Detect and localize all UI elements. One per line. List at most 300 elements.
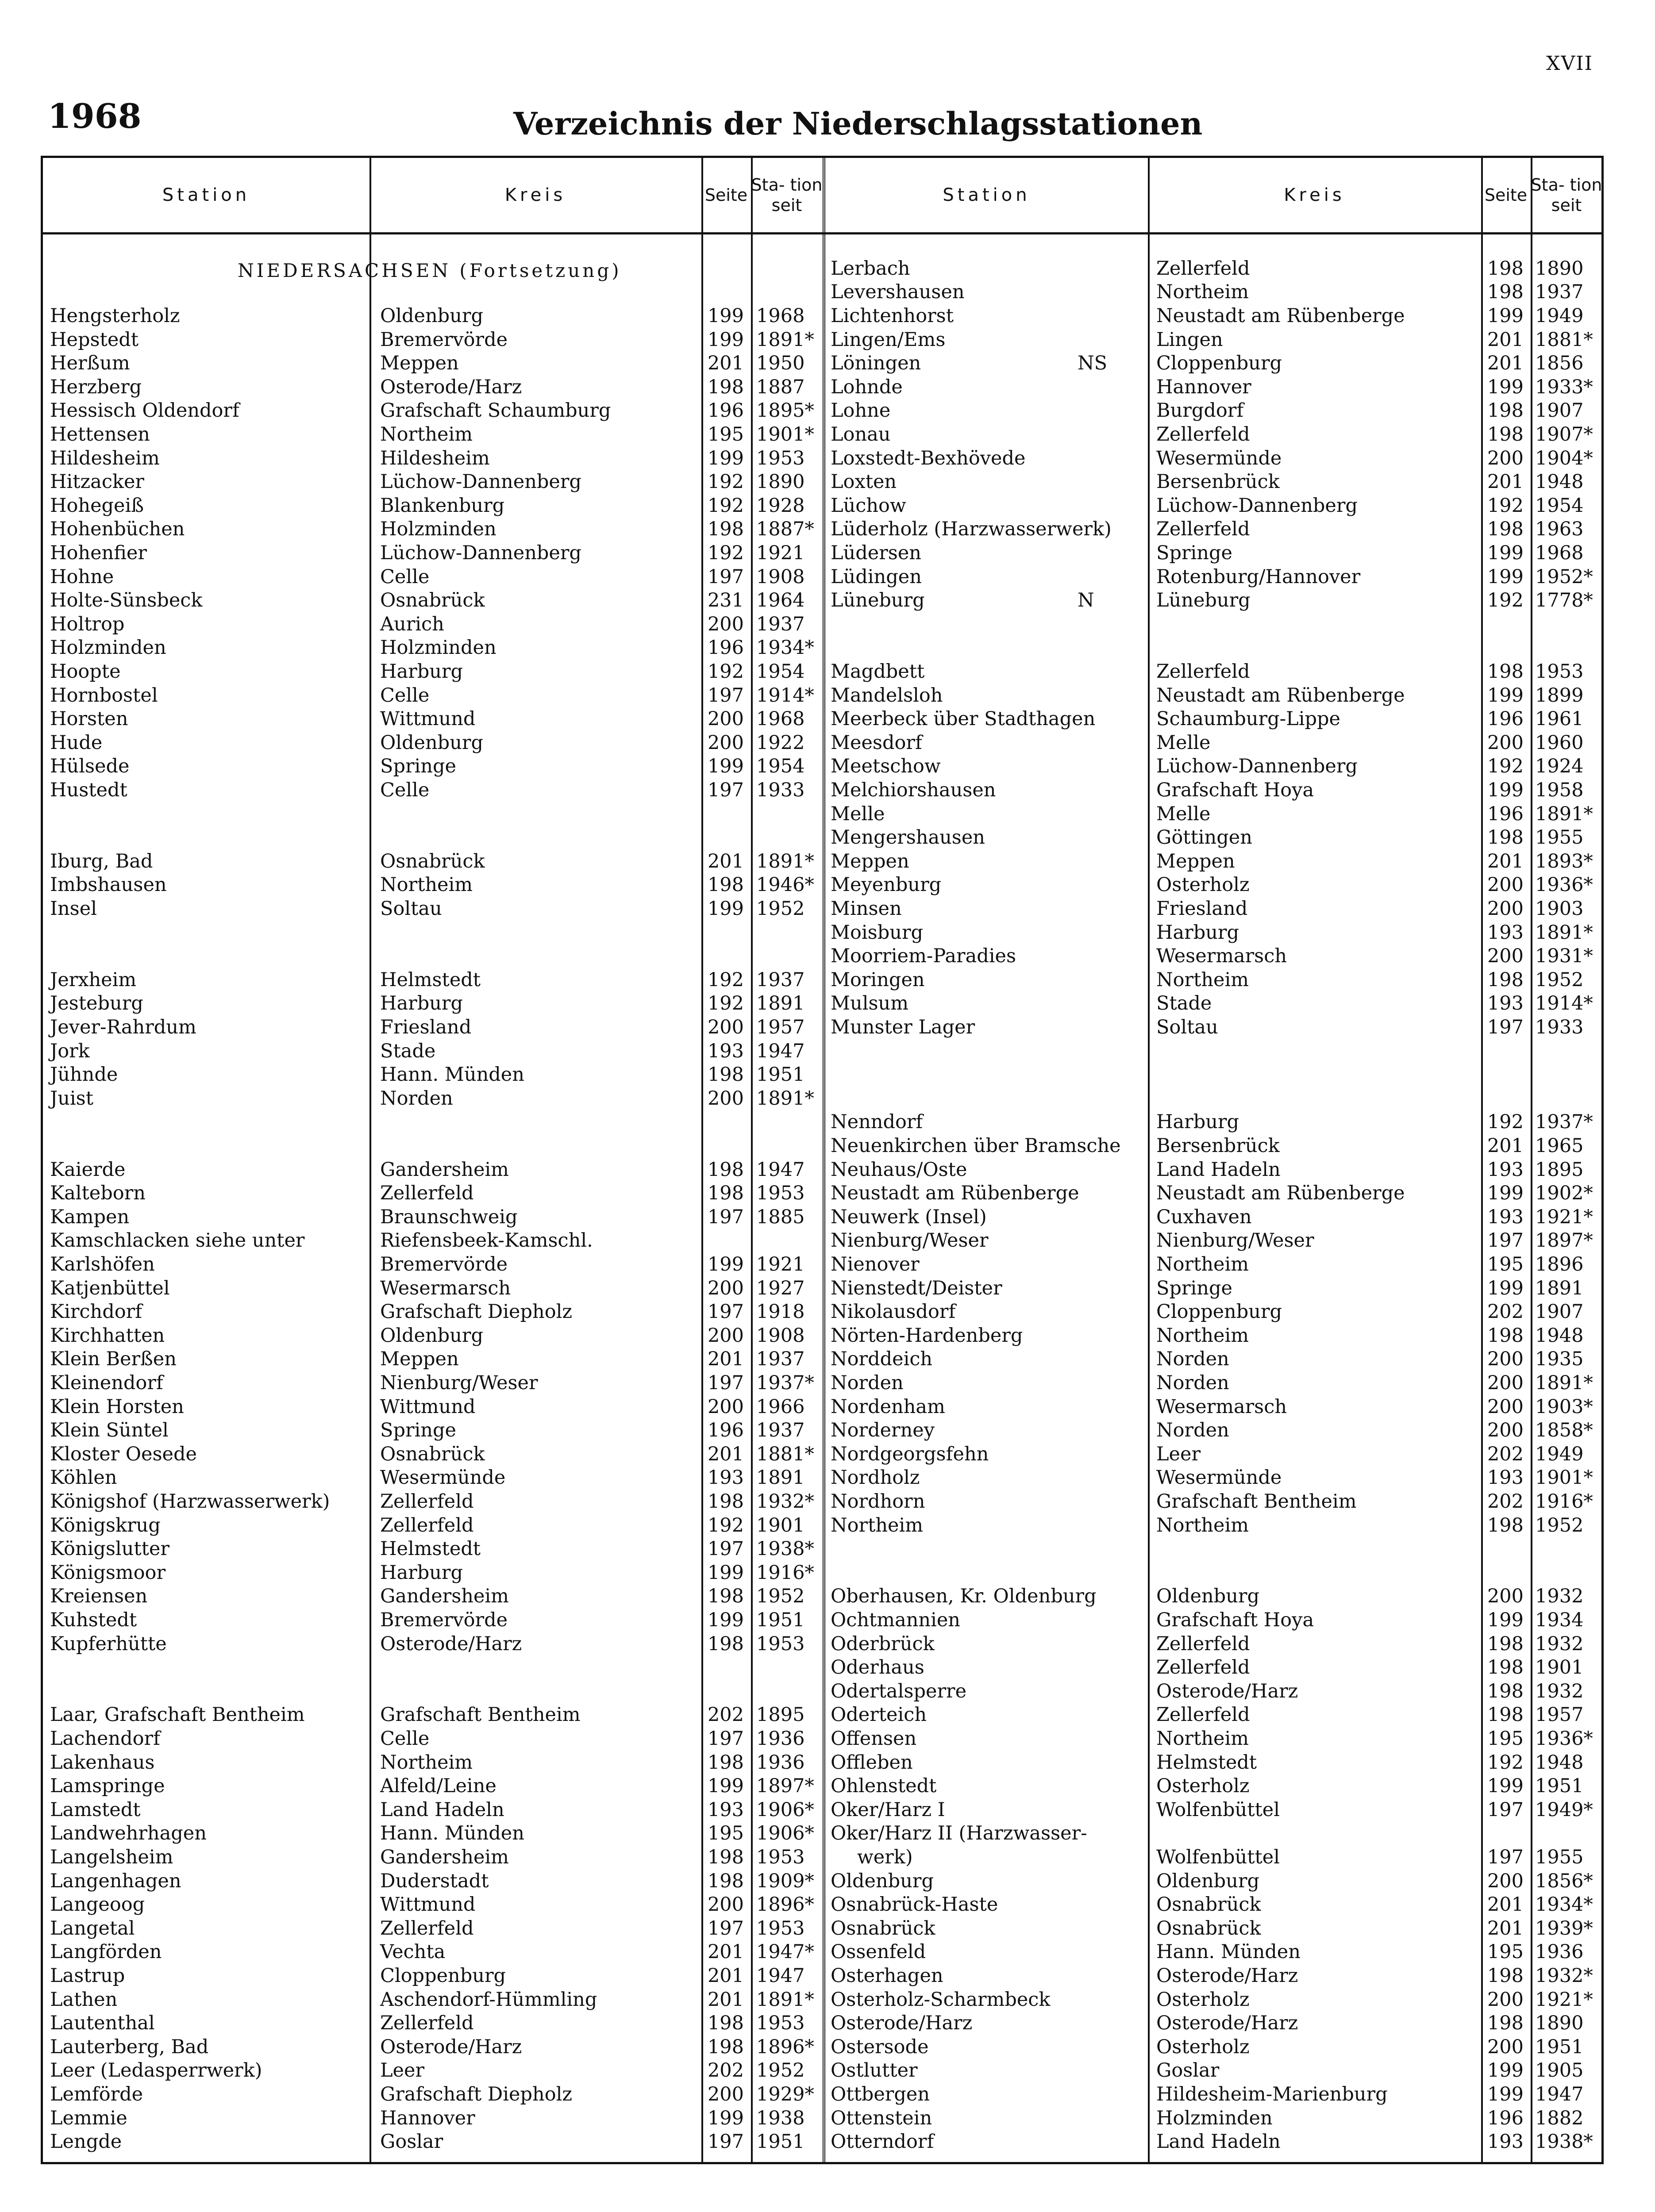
kreis-name: Osnabrück: [380, 589, 485, 612]
since-year: 1887: [756, 376, 805, 398]
table-row: [825, 304, 1602, 328]
station-name: Imbshausen: [50, 874, 167, 896]
station-name: Loxstedt-Bexhövede: [831, 447, 1026, 469]
kreis-name: Osnabrück: [1156, 1917, 1261, 1939]
kreis-name: Lüneburg: [1156, 589, 1251, 612]
table-row: [43, 1016, 823, 1039]
page-ref: 197: [707, 1206, 744, 1228]
table-row: [43, 1300, 823, 1324]
page-ref: 199: [707, 1609, 744, 1631]
page-ref: 197: [1487, 1229, 1524, 1252]
since-year: 1907: [1535, 399, 1584, 422]
station-name: Moorriem-Paradies: [831, 945, 1016, 968]
since-year: 1922: [756, 731, 805, 754]
kreis-name: Göttingen: [1156, 826, 1252, 849]
kreis-name: Osterholz: [1156, 1988, 1250, 2011]
page-ref: 192: [707, 1514, 744, 1536]
table-row: [43, 1277, 823, 1300]
table-row: [825, 1798, 1602, 1822]
table-row: [825, 1609, 1602, 1632]
table-row: [825, 2059, 1602, 2082]
page-ref: 201: [707, 1988, 744, 2011]
table-row: [825, 1395, 1602, 1419]
since-year: 1936: [756, 1751, 805, 1774]
page-ref: 200: [1487, 1348, 1524, 1371]
station-name: Hengsterholz: [50, 305, 180, 327]
since-year: 1893*: [1535, 850, 1593, 872]
since-year: 1890: [1535, 2012, 1584, 2035]
kreis-name: Lüchow-Dannenberg: [380, 542, 581, 564]
table-row: [825, 280, 1602, 304]
table-row: [825, 2083, 1602, 2106]
station-name: Klein Süntel: [50, 1419, 169, 1442]
since-year: 1936*: [1535, 874, 1593, 896]
page-ref: 199: [707, 447, 744, 469]
station-name: Kreiensen: [50, 1585, 148, 1608]
since-year: 1909*: [756, 1870, 814, 1892]
station-name: Hoopte: [50, 661, 121, 683]
station-name: Nenndorf: [831, 1111, 923, 1133]
kreis-name: Grafschaft Diepholz: [380, 1301, 572, 1323]
station-name: Loxten: [831, 471, 897, 493]
since-year: 1901*: [1535, 1467, 1593, 1489]
table-row: [43, 1822, 823, 1845]
since-year: 1947: [756, 1965, 805, 1987]
table-row: [825, 1585, 1602, 1608]
page-ref: 199: [1487, 2083, 1524, 2105]
page-ref: 201: [707, 1965, 744, 1987]
kreis-name: Norden: [1156, 1348, 1229, 1371]
page-ref: 200: [1487, 1988, 1524, 2011]
station-name: Oker/Harz II (Harzwasser-: [831, 1822, 1087, 1845]
since-year: 1778*: [1535, 589, 1593, 612]
since-year: 1948: [1535, 471, 1584, 493]
since-year: 1881*: [756, 1443, 814, 1465]
station-name: Langenhagen: [50, 1870, 181, 1892]
page-ref: 199: [1487, 779, 1524, 801]
station-name: Kamschlacken siehe unter: [50, 1229, 305, 1252]
station-name: Hohegeiß: [50, 494, 144, 517]
since-year: 1902*: [1535, 1182, 1593, 1205]
page-ref: 197: [707, 1917, 744, 1939]
table-row: [43, 1940, 823, 1964]
since-year: 1953: [756, 447, 805, 469]
station-name: Lüchow: [831, 494, 906, 517]
since-year: 1946*: [756, 874, 814, 896]
station-name: Lohne: [831, 399, 891, 422]
since-year: 1936*: [1535, 1728, 1593, 1750]
station-name: Hepstedt: [50, 328, 139, 351]
kreis-name: Blankenburg: [380, 494, 505, 517]
table-row: [825, 1253, 1602, 1276]
station-name: Karlshöfen: [50, 1253, 155, 1275]
page-ref: 201: [707, 1443, 744, 1465]
since-year: 1958: [1535, 779, 1584, 801]
station-name: Neuenkirchen über Bramsche: [831, 1135, 1121, 1157]
page-ref: 193: [1487, 1158, 1524, 1181]
table-row: [825, 1371, 1602, 1395]
since-year: 1928: [756, 494, 805, 517]
since-year: 1903*: [1535, 1395, 1593, 1418]
table-row: [43, 1751, 823, 1774]
station-name: Offensen: [831, 1728, 917, 1750]
table-row: [43, 1514, 823, 1537]
page-ref: 199: [1487, 1609, 1524, 1631]
since-year: 1966: [756, 1395, 805, 1418]
table-row: [43, 1609, 823, 1632]
since-year: 1937: [756, 968, 805, 991]
station-name: Langetal: [50, 1917, 135, 1939]
table-row: [825, 1727, 1602, 1751]
kreis-name: Meppen: [380, 1348, 459, 1371]
table-row: [43, 1490, 823, 1513]
table-row: [825, 921, 1602, 945]
table-row: [43, 352, 823, 375]
page-ref: 193: [1487, 992, 1524, 1015]
station-name: Oderbrück: [831, 1632, 935, 1655]
since-year: 1951: [756, 1064, 805, 1086]
station-name: Kaierde: [50, 1158, 126, 1181]
since-year: 1914*: [756, 684, 814, 707]
since-year: 1906*: [756, 1798, 814, 1821]
header-seit-right: Sta- tion seit: [1531, 175, 1602, 215]
since-year: 1934*: [1535, 1893, 1593, 1916]
station-name: Herßum: [50, 352, 130, 375]
kreis-name: Bremervörde: [380, 1609, 508, 1631]
since-year: 1937*: [1535, 1111, 1593, 1133]
station-name: Lamstedt: [50, 1798, 141, 1821]
table-row: [43, 399, 823, 422]
station-name: Mengershausen: [831, 826, 985, 849]
table-row: [43, 1846, 823, 1869]
page-number: XVII: [1546, 52, 1593, 75]
since-year: 1957: [1535, 1704, 1584, 1726]
station-name: Osnabrück: [831, 1917, 935, 1939]
kreis-name: Aschendorf-Hümmling: [380, 1988, 597, 2011]
page-ref: 201: [707, 850, 744, 872]
since-year: 1938*: [756, 1538, 814, 1560]
kreis-name: Osterode/Harz: [380, 2035, 522, 2058]
kreis-name: Grafschaft Diepholz: [380, 2083, 572, 2105]
kreis-name: Norden: [1156, 1419, 1229, 1442]
kreis-name: Oldenburg: [1156, 1870, 1259, 1892]
table-row: [43, 1063, 823, 1087]
kreis-name: Zellerfeld: [1156, 1656, 1250, 1679]
page-ref: 199: [1487, 1277, 1524, 1299]
page-ref: 201: [707, 1941, 744, 1963]
station-name: Neuhaus/Oste: [831, 1158, 967, 1181]
since-year: 1938: [756, 2107, 805, 2129]
kreis-name: Holzminden: [380, 518, 496, 541]
kreis-name: Meppen: [1156, 850, 1235, 872]
since-year: 1955: [1535, 1846, 1584, 1868]
page-ref: 198: [707, 376, 744, 398]
kreis-name: Vechta: [380, 1941, 446, 1963]
table-row: [43, 2035, 823, 2059]
station-name: Langförden: [50, 1941, 162, 1963]
table-row: [43, 589, 823, 612]
table-row: [825, 1229, 1602, 1252]
station-name: Jerxheim: [50, 968, 137, 991]
table-row: [825, 399, 1602, 422]
page-ref: 195: [707, 423, 744, 445]
page-ref: 193: [1487, 921, 1524, 944]
table-row: [825, 945, 1602, 968]
table-row: [825, 1870, 1602, 1893]
station-name: Jesteburg: [50, 992, 143, 1015]
page-ref: 202: [707, 1704, 744, 1726]
station-name: Iburg, Bad: [50, 850, 153, 872]
station-name: Löningen: [831, 352, 921, 375]
kreis-name: Zellerfeld: [380, 1514, 474, 1536]
kreis-name: Land Hadeln: [380, 1798, 504, 1821]
kreis-name: Bremervörde: [380, 1253, 508, 1275]
page-ref: 200: [707, 1893, 744, 1916]
kreis-name: Celle: [380, 1728, 430, 1750]
table-row: [825, 565, 1602, 589]
station-name: Horsten: [50, 708, 128, 730]
header-seite-right: Seite: [1484, 185, 1528, 205]
station-name: Lohnde: [831, 376, 903, 398]
kreis-name: Osterode/Harz: [1156, 1680, 1298, 1702]
kreis-name: Cloppenburg: [380, 1965, 506, 1987]
kreis-name: Friesland: [380, 1016, 472, 1038]
station-name: Moringen: [831, 968, 925, 991]
page-ref: 196: [707, 399, 744, 422]
since-year: 1950: [756, 352, 805, 375]
since-year: 1953: [756, 1632, 805, 1655]
table-row: [43, 1988, 823, 2012]
station-name: Kirchhatten: [50, 1324, 165, 1347]
page-ref: 198: [1487, 281, 1524, 303]
kreis-name: Neustadt am Rübenberge: [1156, 305, 1405, 327]
station-name: Lathen: [50, 1988, 118, 2011]
since-year: 1897*: [1535, 1229, 1593, 1252]
kreis-name: Springe: [380, 1419, 456, 1442]
since-year: 1890: [1535, 257, 1584, 280]
page-ref: 197: [707, 1728, 744, 1750]
station-name: Langelsheim: [50, 1846, 173, 1868]
since-year: 1937: [756, 1348, 805, 1371]
page-ref: 199: [707, 305, 744, 327]
station-name: Melchiorshausen: [831, 779, 996, 801]
station-name: Lachendorf: [50, 1728, 160, 1750]
table-row: [825, 1514, 1602, 1537]
page-ref: 200: [707, 708, 744, 730]
table-row: [825, 779, 1602, 802]
station-name: Klein Berßen: [50, 1348, 177, 1371]
station-name: Jork: [50, 1040, 90, 1062]
station-name: Levershausen: [831, 281, 965, 303]
table-row: [825, 660, 1602, 684]
since-year: 1906*: [756, 1822, 814, 1845]
since-year: 1952: [1535, 1514, 1584, 1536]
station-name: Lingen/Ems: [831, 328, 946, 351]
since-year: 1921*: [1535, 1206, 1593, 1228]
table-row: [825, 1016, 1602, 1039]
table-row: [825, 2107, 1602, 2130]
since-year: 1957: [756, 1016, 805, 1038]
since-year: 1954: [756, 661, 805, 683]
since-year: 1965: [1535, 1135, 1584, 1157]
kreis-name: Oldenburg: [380, 305, 483, 327]
kreis-name: Bersenbrück: [1156, 1135, 1280, 1157]
table-row: [825, 2035, 1602, 2059]
since-year: 1952: [1535, 968, 1584, 991]
kreis-name: Hildesheim-Marienburg: [1156, 2083, 1388, 2105]
station-name: Meppen: [831, 850, 909, 872]
table-row: [43, 447, 823, 470]
kreis-name: Stade: [1156, 992, 1212, 1015]
station-name: Ostersode: [831, 2035, 929, 2058]
kreis-name: Zellerfeld: [1156, 257, 1250, 280]
since-year: 1891*: [756, 328, 814, 351]
page-ref: 200: [1487, 1395, 1524, 1418]
page-ref: 199: [707, 2107, 744, 2129]
station-name: Kirchdorf: [50, 1301, 142, 1323]
kreis-name: Oldenburg: [1156, 1585, 1259, 1608]
kreis-name: Burgdorf: [1156, 399, 1244, 422]
kreis-name: Wolfenbüttel: [1156, 1846, 1280, 1868]
table-row: [43, 1727, 823, 1751]
page-ref: 199: [1487, 2059, 1524, 2082]
page-ref: 198: [1487, 661, 1524, 683]
page-ref: 199: [1487, 376, 1524, 398]
kreis-name: Osnabrück: [380, 1443, 485, 1465]
table-row: [43, 328, 823, 352]
station-name: Hülsede: [50, 755, 130, 778]
station-name: Magdbett: [831, 661, 925, 683]
table-row: [43, 541, 823, 565]
page-ref: 196: [707, 637, 744, 659]
kreis-name: Oldenburg: [380, 731, 483, 754]
kreis-name: Rotenburg/Hannover: [1156, 565, 1361, 588]
kreis-name: Duderstadt: [380, 1870, 489, 1892]
table-row: [825, 541, 1602, 565]
kreis-name: Nienburg/Weser: [380, 1372, 538, 1394]
since-year: 1951: [1535, 1775, 1584, 1797]
since-year: 1968: [1535, 542, 1584, 564]
page-ref: 200: [1487, 2035, 1524, 2058]
station-name: Nordhorn: [831, 1490, 925, 1513]
station-table: [41, 156, 1604, 2164]
kreis-name: Northeim: [1156, 1253, 1249, 1275]
page-ref: 202: [707, 2059, 744, 2082]
page-ref: 202: [1487, 1301, 1524, 1323]
station-name: Kuhstedt: [50, 1609, 137, 1631]
page-ref: 193: [707, 1798, 744, 1821]
station-name: Lengde: [50, 2131, 122, 2153]
page-ref: 198: [707, 1751, 744, 1774]
since-year: 1895: [756, 1704, 805, 1726]
since-year: 1933*: [1535, 376, 1593, 398]
table-row: [825, 2012, 1602, 2035]
table-row: [825, 1300, 1602, 1324]
table-row: [825, 1656, 1602, 1679]
station-name: Munster Lager: [831, 1016, 975, 1038]
since-year: 1952: [756, 898, 805, 920]
table-row: [43, 1324, 823, 1348]
station-name: Kalteborn: [50, 1182, 146, 1205]
since-year: 1951: [1535, 2035, 1584, 2058]
table-row: [825, 992, 1602, 1015]
since-year: 1949: [1535, 305, 1584, 327]
kreis-name: Gandersheim: [380, 1158, 509, 1181]
page-ref: 192: [1487, 1111, 1524, 1133]
table-row: [825, 826, 1602, 849]
station-name: Lakenhaus: [50, 1751, 155, 1774]
since-year: 1968: [756, 708, 805, 730]
since-year: 1896*: [756, 2035, 814, 2058]
station-name: Kampen: [50, 1206, 130, 1228]
since-year: 1937: [756, 613, 805, 635]
table-row: [43, 1182, 823, 1205]
kreis-name: Zellerfeld: [1156, 423, 1250, 445]
page-ref: 197: [707, 565, 744, 588]
table-row: [43, 423, 823, 446]
station-name: Insel: [50, 898, 97, 920]
page-ref: 198: [707, 874, 744, 896]
table-row: [43, 1585, 823, 1608]
since-year: 1947*: [756, 1941, 814, 1963]
kreis-name: Land Hadeln: [1156, 2131, 1281, 2153]
since-year: 1952: [756, 1585, 805, 1608]
station-name: Norddeich: [831, 1348, 933, 1371]
station-note: NS: [1078, 352, 1108, 375]
page-ref: 198: [1487, 826, 1524, 849]
page-ref: 198: [707, 518, 744, 541]
page-ref: 192: [707, 968, 744, 991]
station-name: Melle: [831, 803, 885, 825]
since-year: 1963: [1535, 518, 1584, 541]
table-row: [43, 779, 823, 802]
table-row: [825, 755, 1602, 778]
station-name: werk): [857, 1846, 913, 1868]
station-name: Leer (Ledasperrwerk): [50, 2059, 262, 2082]
since-year: 1891*: [1535, 921, 1593, 944]
page-ref: 197: [1487, 1016, 1524, 1038]
kreis-name: Holzminden: [380, 637, 496, 659]
table-row: [825, 1348, 1602, 1371]
table-row: [43, 494, 823, 518]
kreis-name: Aurich: [380, 613, 444, 635]
table-row: [43, 376, 823, 399]
kreis-name: Northeim: [380, 874, 473, 896]
since-year: 1921: [756, 1253, 805, 1275]
since-year: 1951: [756, 1609, 805, 1631]
kreis-name: Zellerfeld: [380, 1490, 474, 1513]
page-ref: 193: [1487, 1206, 1524, 1228]
kreis-name: Oldenburg: [380, 1324, 483, 1347]
table-row: [825, 447, 1602, 470]
table-row: [825, 1822, 1602, 1845]
kreis-name: Zellerfeld: [1156, 518, 1250, 541]
since-year: 1914*: [1535, 992, 1593, 1015]
page-ref: 197: [707, 2131, 744, 2153]
page-ref: 199: [1487, 565, 1524, 588]
page-ref: 192: [1487, 494, 1524, 517]
kreis-name: Bremervörde: [380, 328, 508, 351]
page-ref: 196: [1487, 708, 1524, 730]
station-name: Kupferhütte: [50, 1632, 167, 1655]
station-name: Hildesheim: [50, 447, 160, 469]
page-ref: 200: [707, 1277, 744, 1299]
table-row: [43, 2083, 823, 2106]
station-name: Lautenthal: [50, 2012, 155, 2035]
page-ref: 197: [707, 684, 744, 707]
since-year: 1947: [1535, 2083, 1584, 2105]
page-ref: 198: [1487, 1965, 1524, 1987]
